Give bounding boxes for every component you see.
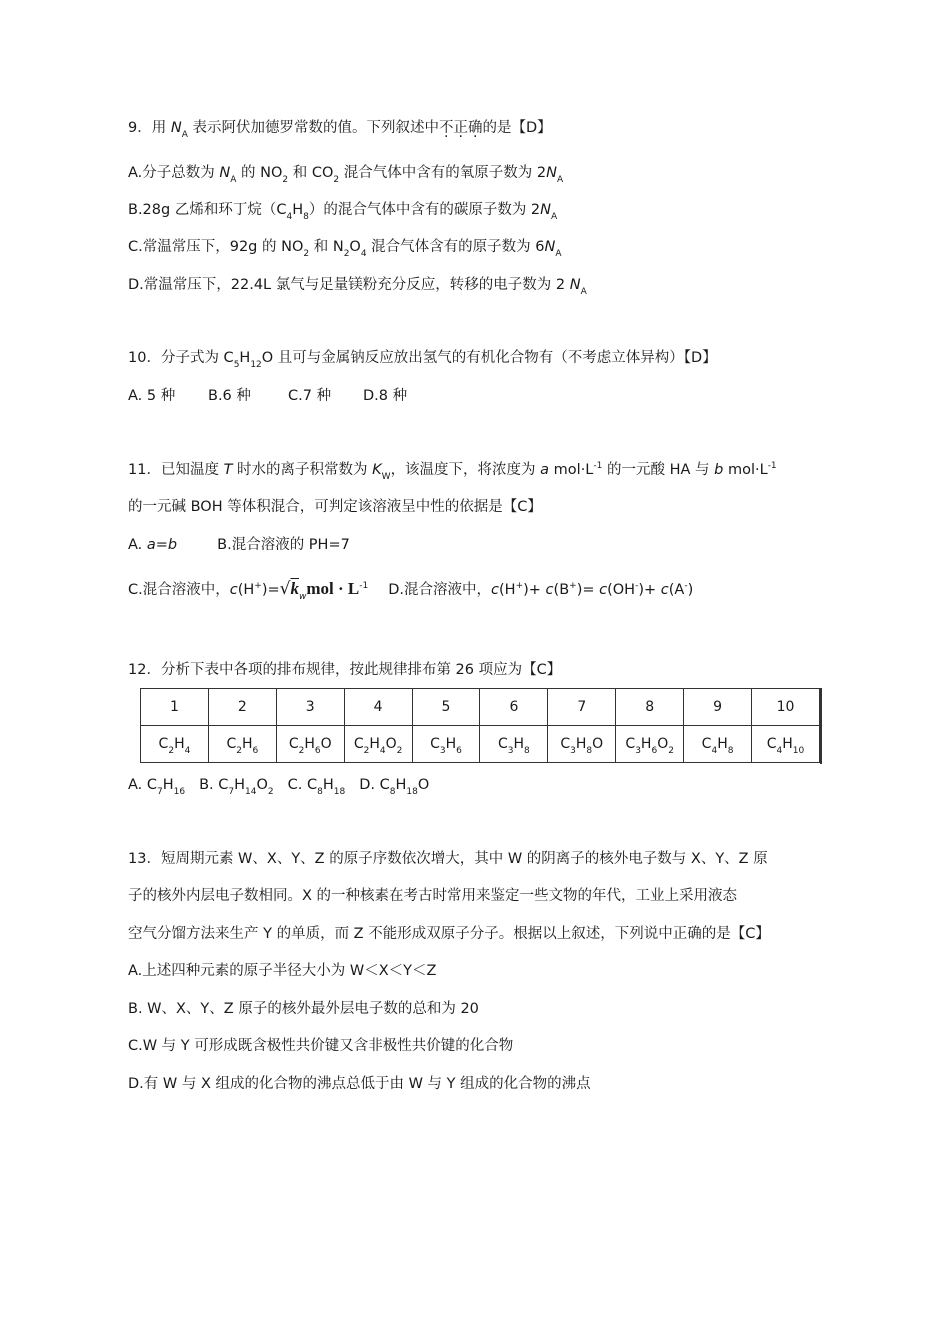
q13-option-c	[128, 1036, 513, 1056]
q12-option-b	[199, 777, 274, 797]
var-c: c	[660, 582, 669, 598]
text: 子的核外内层电子数相同。X 的一种核素在考古时常用来鉴定一些文物的年代，工业上采用液态	[128, 888, 738, 904]
table-cell-index: 6	[480, 689, 548, 726]
q12-option-c	[287, 777, 346, 797]
element-symbol: C	[218, 777, 229, 793]
table-cell-formula	[480, 726, 548, 763]
element-symbol: C	[353, 736, 364, 752]
sup: -1	[593, 461, 603, 471]
subscript: 8	[317, 787, 323, 797]
var-t: T	[223, 462, 233, 478]
text: C.W 与 Y 可形成既含极性共价键又含非极性共价键的化合物	[128, 1038, 514, 1054]
element-symbol: C	[430, 736, 440, 752]
table-row	[141, 689, 820, 726]
table-cell-formula	[344, 726, 412, 763]
text: O	[349, 239, 361, 255]
text: 12．分析下表中各项的排布规律，按此规律排布第 26 项应为【C】	[128, 662, 562, 678]
text: H	[239, 350, 251, 366]
table-cell-index: 3	[276, 689, 344, 726]
sub: 2	[303, 249, 310, 259]
element-symbol: H	[304, 736, 315, 752]
subscript: 8	[524, 746, 530, 756]
kw: k	[290, 579, 299, 598]
element-symbol: H	[174, 736, 185, 752]
q9-option-d	[128, 275, 587, 295]
text: 和 CO	[288, 165, 334, 181]
text: 空气分馏方法来生产 Y 的单质，而 Z 不能形成双原子分子。根据以上叙述，下列说中正确的是【C】	[128, 926, 770, 942]
sqrt-icon: √	[279, 579, 291, 599]
subscript: 6	[252, 746, 259, 756]
text: 的 NO	[236, 165, 283, 181]
q12-option-a	[128, 777, 186, 797]
na: N	[544, 239, 556, 255]
text: C.混合溶液中，	[128, 582, 230, 598]
text: C.常温常压下，92g 的 NO	[128, 239, 304, 255]
element-symbol: C	[288, 736, 299, 752]
subscript: 3	[635, 746, 641, 756]
text: (H	[499, 582, 516, 598]
na: N	[569, 277, 581, 293]
unit: mol · L	[306, 579, 360, 598]
sup: +	[569, 581, 577, 591]
na: N	[546, 165, 557, 181]
option-label: D.	[359, 777, 380, 793]
text: )+	[638, 582, 661, 598]
subscript: 18	[406, 787, 418, 797]
element-symbol: C	[498, 736, 508, 752]
q12-stem	[128, 660, 561, 680]
element-symbol: H	[241, 736, 253, 752]
element-symbol: H	[575, 736, 587, 752]
text: )=	[261, 582, 280, 598]
subscript: 8	[389, 787, 396, 797]
subscript: 4	[184, 746, 191, 756]
subscript: 6	[651, 746, 658, 756]
text: B.28g 乙烯和环丁烷（C	[128, 202, 287, 218]
element-symbol: C	[158, 736, 169, 752]
table-cell-formula	[208, 726, 276, 763]
element-symbol: C	[307, 777, 318, 793]
text: mol·L	[549, 462, 594, 478]
var-c: c	[545, 582, 554, 598]
sub: 8	[303, 212, 309, 222]
element-symbol: H	[369, 736, 380, 752]
text: ，该温度下，将浓度为	[390, 462, 541, 478]
subscript: 2	[168, 746, 175, 756]
table-cell-formula	[412, 726, 480, 763]
na: N	[219, 165, 231, 181]
text: 10．分子式为 C	[128, 350, 234, 366]
table-cell-formula	[548, 726, 616, 763]
sub: W	[381, 472, 391, 482]
sup: -	[684, 581, 688, 591]
table-cell-index: 9	[684, 689, 752, 726]
element-symbol: O	[417, 777, 430, 793]
subscript: 3	[570, 746, 576, 756]
sup: +	[515, 581, 524, 591]
table-cell-index: 7	[548, 689, 616, 726]
text: (B	[553, 582, 570, 598]
var-c: c	[229, 582, 238, 598]
element-symbol: H	[717, 736, 728, 752]
element-symbol: H	[162, 777, 174, 793]
sub: A	[555, 249, 562, 259]
text: (A	[668, 582, 685, 598]
text: B. W、X、Y、Z 原子的核外最外层电子数的总和为 20	[128, 1001, 479, 1017]
q9-answer: 的是【D】	[482, 120, 552, 136]
table-cell-formula	[684, 726, 752, 763]
sub: 5	[233, 360, 240, 370]
table-cell-formula	[616, 726, 684, 763]
subscript: 8	[727, 746, 734, 756]
option-label: A.	[128, 777, 147, 793]
q10-stem	[128, 348, 717, 368]
element-symbol: C	[766, 736, 777, 752]
q12-options	[128, 775, 443, 795]
q13-line2	[128, 886, 737, 906]
q11-stem-line2	[128, 497, 542, 517]
element-symbol: C	[560, 736, 571, 752]
subscript: 3	[507, 746, 514, 756]
q12-option-d	[359, 777, 430, 797]
text: 11．已知温度	[128, 462, 224, 478]
element-symbol: O	[385, 736, 397, 752]
table-cell-index: 4	[344, 689, 412, 726]
text: (OH	[607, 582, 636, 598]
text: 混合气体含有的原子数为 6	[366, 239, 545, 255]
q9-stem	[128, 118, 552, 138]
q13-option-b	[128, 999, 479, 1019]
table-cell-index: 8	[616, 689, 684, 726]
text: O 且可与金属钠反应放出氢气的有机化合物有（不考虑立体异构）【D】	[261, 350, 717, 366]
text: ）的混合气体中含有的碳原子数为 2	[308, 202, 541, 218]
text: (H	[237, 582, 255, 598]
element-symbol: C	[701, 736, 712, 752]
q11-option-a: a=b	[146, 537, 178, 553]
q13-option-a	[128, 961, 436, 981]
q9-option-a	[128, 163, 563, 183]
q11-options-cd	[128, 576, 693, 603]
element-symbol: C	[146, 777, 158, 793]
sub: 2	[333, 175, 340, 185]
subscript: 7	[228, 787, 235, 797]
table-cell-formula	[141, 726, 209, 763]
q11-options-ab	[128, 535, 350, 555]
subscript: 14	[245, 787, 257, 797]
text: H	[292, 202, 304, 218]
var-c: c	[491, 582, 500, 598]
q9-na-sub: A	[181, 130, 188, 140]
text: 混合气体中含有的氧原子数为 2	[339, 165, 547, 181]
option-label: C.	[287, 777, 307, 793]
subscript: 2	[668, 746, 674, 756]
element-symbol: H	[513, 736, 525, 752]
table-row	[141, 726, 820, 763]
element-symbol: H	[782, 736, 793, 752]
text: )	[687, 582, 694, 598]
subscript: 10	[792, 746, 805, 756]
text: 的一元碱 BOH 等体积混合，可判定该溶液呈中性的依据是【C】	[128, 499, 542, 515]
sub: A	[551, 212, 558, 222]
element-symbol: O	[256, 777, 268, 793]
q13-line1	[128, 849, 768, 869]
sup: +	[254, 581, 262, 591]
q9-emphasis: 不	[438, 120, 454, 136]
q9-emphasis: 正	[453, 120, 468, 136]
q9-option-c	[128, 237, 562, 257]
subscript: 16	[173, 787, 186, 797]
q10-option-b: B.6 种	[208, 388, 251, 404]
subscript: 2	[267, 787, 274, 797]
text: D.有 W 与 X 组成的化合物的沸点总低于由 W 与 Y 组成的化合物的沸点	[128, 1076, 591, 1092]
subscript: 2	[363, 746, 370, 756]
subscript: 7	[157, 787, 163, 797]
q11-stem-line1	[128, 460, 777, 480]
table-cell-formula	[276, 726, 344, 763]
q9-na: N	[170, 120, 182, 136]
sub: 2	[282, 175, 289, 185]
var-c: c	[599, 582, 608, 598]
element-symbol: H	[322, 777, 334, 793]
q13-option-d	[128, 1074, 591, 1094]
subscript: 6	[456, 746, 462, 756]
q9-emphasis: 确	[467, 120, 483, 136]
sub: 2	[343, 249, 350, 259]
option-label: B.	[199, 777, 219, 793]
subscript: 2	[298, 746, 305, 756]
element-symbol: O	[320, 736, 332, 752]
text: 13．短周期元素 W、X、Y、Z 的原子序数依次增大，其中 W 的阴离子的核外电子数与 X、Y、Z 原	[128, 851, 768, 867]
table-cell-formula	[752, 726, 820, 763]
subscript: 4	[711, 746, 718, 756]
sub: A	[556, 175, 564, 185]
element-symbol: H	[234, 777, 246, 793]
text: A.上述四种元素的原子半径大小为 W＜X＜Y＜Z	[128, 963, 437, 979]
subscript: 2	[396, 746, 403, 756]
text: D.常温常压下，22.4L 氯气与足量镁粉充分反应，转移的电子数为 2	[128, 277, 570, 293]
q9-text: 9．用	[128, 120, 171, 136]
subscript: 2	[236, 746, 242, 756]
na: N	[540, 202, 552, 218]
text: D.混合溶液中，	[388, 582, 492, 598]
sub: 4	[360, 249, 367, 259]
subscript: 6	[314, 746, 321, 756]
subscript: 4	[776, 746, 783, 756]
sub: A	[580, 287, 587, 297]
var-k: K	[372, 462, 382, 478]
q11-option-b: B.混合溶液的 PH=7	[217, 537, 350, 553]
element-symbol: O	[657, 736, 669, 752]
q10-options	[128, 386, 407, 406]
q9-option-b	[128, 200, 557, 220]
element-symbol: H	[445, 736, 457, 752]
q11-option-a-label: A.	[128, 537, 147, 553]
sub: 4	[286, 212, 293, 222]
table-cell-index: 2	[208, 689, 276, 726]
sub: w	[298, 592, 307, 602]
subscript: 18	[333, 787, 346, 797]
sup: -1	[359, 581, 369, 591]
q9-text: 表示阿伏加德罗常数的值。下列叙述中	[187, 120, 439, 136]
text: mol·L	[723, 462, 768, 478]
sub: A	[230, 175, 237, 185]
element-symbol: H	[395, 777, 407, 793]
element-symbol: H	[640, 736, 652, 752]
q10-option-c: C.7 种	[288, 388, 332, 404]
element-symbol: O	[592, 736, 604, 752]
element-symbol: C	[226, 736, 237, 752]
text: 和 N	[309, 239, 344, 255]
element-symbol: C	[625, 736, 636, 752]
var-a: a	[540, 462, 550, 478]
element-symbol: C	[379, 777, 390, 793]
q13-line3	[128, 924, 770, 944]
q10-option-a: A. 5 种	[128, 388, 176, 404]
subscript: 4	[379, 746, 386, 756]
sup: -1	[767, 461, 777, 471]
sequence-table	[140, 688, 820, 763]
sub: 12	[250, 360, 262, 370]
text: 的一元酸 HA 与	[602, 462, 715, 478]
text: )+	[523, 582, 546, 598]
text: A.分子总数为	[128, 165, 220, 181]
table-cell-index: 1	[141, 689, 209, 726]
table-border	[820, 688, 822, 764]
subscript: 3	[439, 746, 446, 756]
text: )=	[576, 582, 600, 598]
q10-option-d: D.8 种	[363, 388, 408, 404]
sup: -	[635, 581, 639, 591]
var-b: b	[714, 462, 724, 478]
table-cell-index: 5	[412, 689, 480, 726]
subscript: 8	[586, 746, 593, 756]
text: 时水的离子积常数为	[232, 462, 373, 478]
table-cell-index: 10	[752, 689, 820, 726]
